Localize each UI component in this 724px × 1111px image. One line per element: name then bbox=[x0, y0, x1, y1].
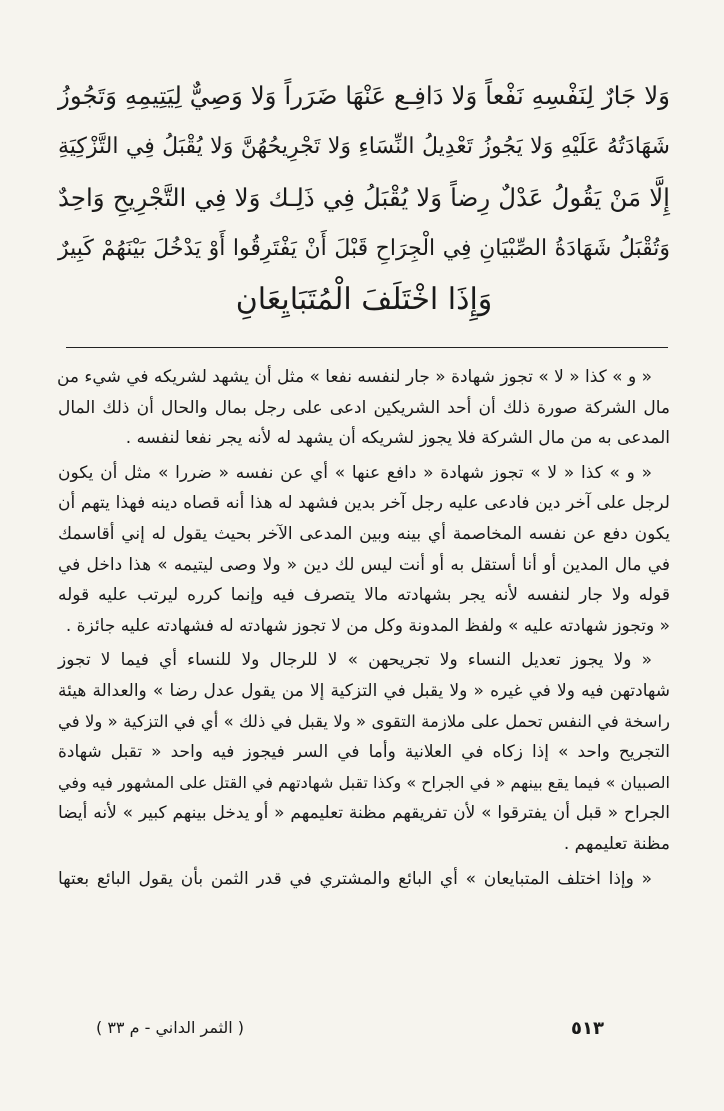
page-number: ٥١٣ bbox=[571, 1018, 604, 1039]
main-text-line: وَلا جَارٌ لِنَفْسِهِ نَفْعاً وَلا دَافِـع عَنْهَا ضَرَراً وَلا وَصِيٌّ لِيَتِيمِهِ وَتَجُوزُ bbox=[58, 81, 670, 110]
commentary-line: لرجل على آخر دين فادعى عليه رجل آخر بدين فشهد له هذا أنه قصاه دينه فهذا يتهم أن bbox=[58, 493, 670, 514]
signature-mark: ( الثمر الداني - م ٣٣ ) bbox=[96, 1018, 245, 1037]
page-footer bbox=[96, 1018, 604, 1039]
commentary-line: « ولا يجوز تعديل النساء ولا تجريحهن » لا للرجال ولا للنساء أي فيما لا تجوز bbox=[58, 650, 652, 671]
separator-rule bbox=[66, 347, 668, 348]
commentary-line: مظنة تعليمهم . bbox=[563, 833, 670, 854]
commentary-line: « و » كذا « لا » تجوز شهادة « دافع عنها » أي عن نفسه « ضررا » مثل أن يكون bbox=[58, 462, 652, 483]
commentary-line: مال الشركة صورة ذلك أن أحد الشريكين ادعى على رجل بمال والحال أن ذلك المال bbox=[58, 397, 670, 418]
commentary-line: في مال المدين أو أنا أستقل به أو أنت ليس لك دين « ولا وصى ليتيمه » هذا داخل في bbox=[58, 554, 670, 575]
commentary-line: الجراح « قبل أن يفترقوا » لأن تفريقهم مظنة تعليمهم « أو يدخل بينهم كبير » لأنه أيضا bbox=[58, 803, 670, 824]
commentary-block bbox=[58, 362, 670, 894]
commentary-line: « وتجوز شهادته عليه » ولفظ المدونة وكل من لا تجوز شهادته له فشهادته عليه جائزة . bbox=[65, 615, 670, 636]
commentary-line: « و » كذا « لا » تجوز شهادة « جار لنفسه نفعا » مثل أن يشهد لشريكه في شيء من bbox=[56, 367, 652, 387]
commentary-line: المدعى به من مال الشركة فلا يجوز لشريكه أن يشهد له لأنه يجر نفعا لنفسه . bbox=[125, 428, 670, 449]
main-text-line: شَهَادَتُهُ عَلَيْهِ وَلا يَجُوزُ تَعْدِيلُ النِّسَاءِ وَلا تَجْرِيحُهُنَّ وَلا يُقْبَلُ فِي التَّزْكِيَةِ bbox=[58, 134, 670, 159]
commentary-line: الصبيان » فيما يقع بينهم « في الجراح » وكذا تقبل شهادتهم في القتل على المشهور فيه وفي bbox=[58, 772, 670, 792]
main-text-block bbox=[58, 70, 670, 325]
main-text-line: وَإِذَا اخْتَلَفَ الْمُتَبَايِعَانِ bbox=[235, 282, 493, 317]
commentary-paragraph bbox=[58, 458, 670, 642]
main-text-line: إِلَّا مَنْ يَقُولُ عَدْلٌ رِضاً وَلا يُقْبَلُ فِي ذَلِـك وَلا فِي التَّجْرِيحِ وَاحِدٌ bbox=[58, 183, 670, 212]
commentary-paragraph bbox=[58, 645, 670, 859]
commentary-line: راسخة في النفس تحمل على ملازمة التقوى « ولا يقبل في ذلك » أي في التزكية « ولا في bbox=[58, 711, 670, 731]
commentary-line: يكون دفع عن نفسه المخاصمة أي بينه وبين المدعى الآخر بحيث يقول له إني أقاسمك bbox=[58, 523, 670, 544]
commentary-line: قوله ولا جار لنفسه لأنه يجر بشهادته مالا يتصرف فيه وإنما كرره ليرتب عليه قوله bbox=[58, 585, 670, 606]
commentary-paragraph bbox=[58, 362, 670, 454]
commentary-line: شهادتهن فيه ولا في غيره « ولا يقبل في التزكية إلا من يقول عدل رضا » والعدالة هيئة bbox=[58, 680, 670, 701]
commentary-line: التجريح واحد » إذا زكاه في العلانية وأما في السر فيجوز فيه واحد « تقبل شهادة bbox=[58, 742, 670, 763]
commentary-line: « وإذا اختلف المتبايعان » أي البائع والمشتري في قدر الثمن بأن يقول البائع بعتها bbox=[58, 868, 652, 889]
commentary-paragraph bbox=[58, 864, 670, 895]
main-text-line: وَتُقْبَلُ شَهَادَةُ الصِّبْيَانِ فِي الْجِرَاحِ قَبْلَ أَنْ يَفْتَرِقُوا أَوْ يَدْخُلَ بَيْنَهُمْ كَبِيرٌ bbox=[58, 236, 670, 261]
